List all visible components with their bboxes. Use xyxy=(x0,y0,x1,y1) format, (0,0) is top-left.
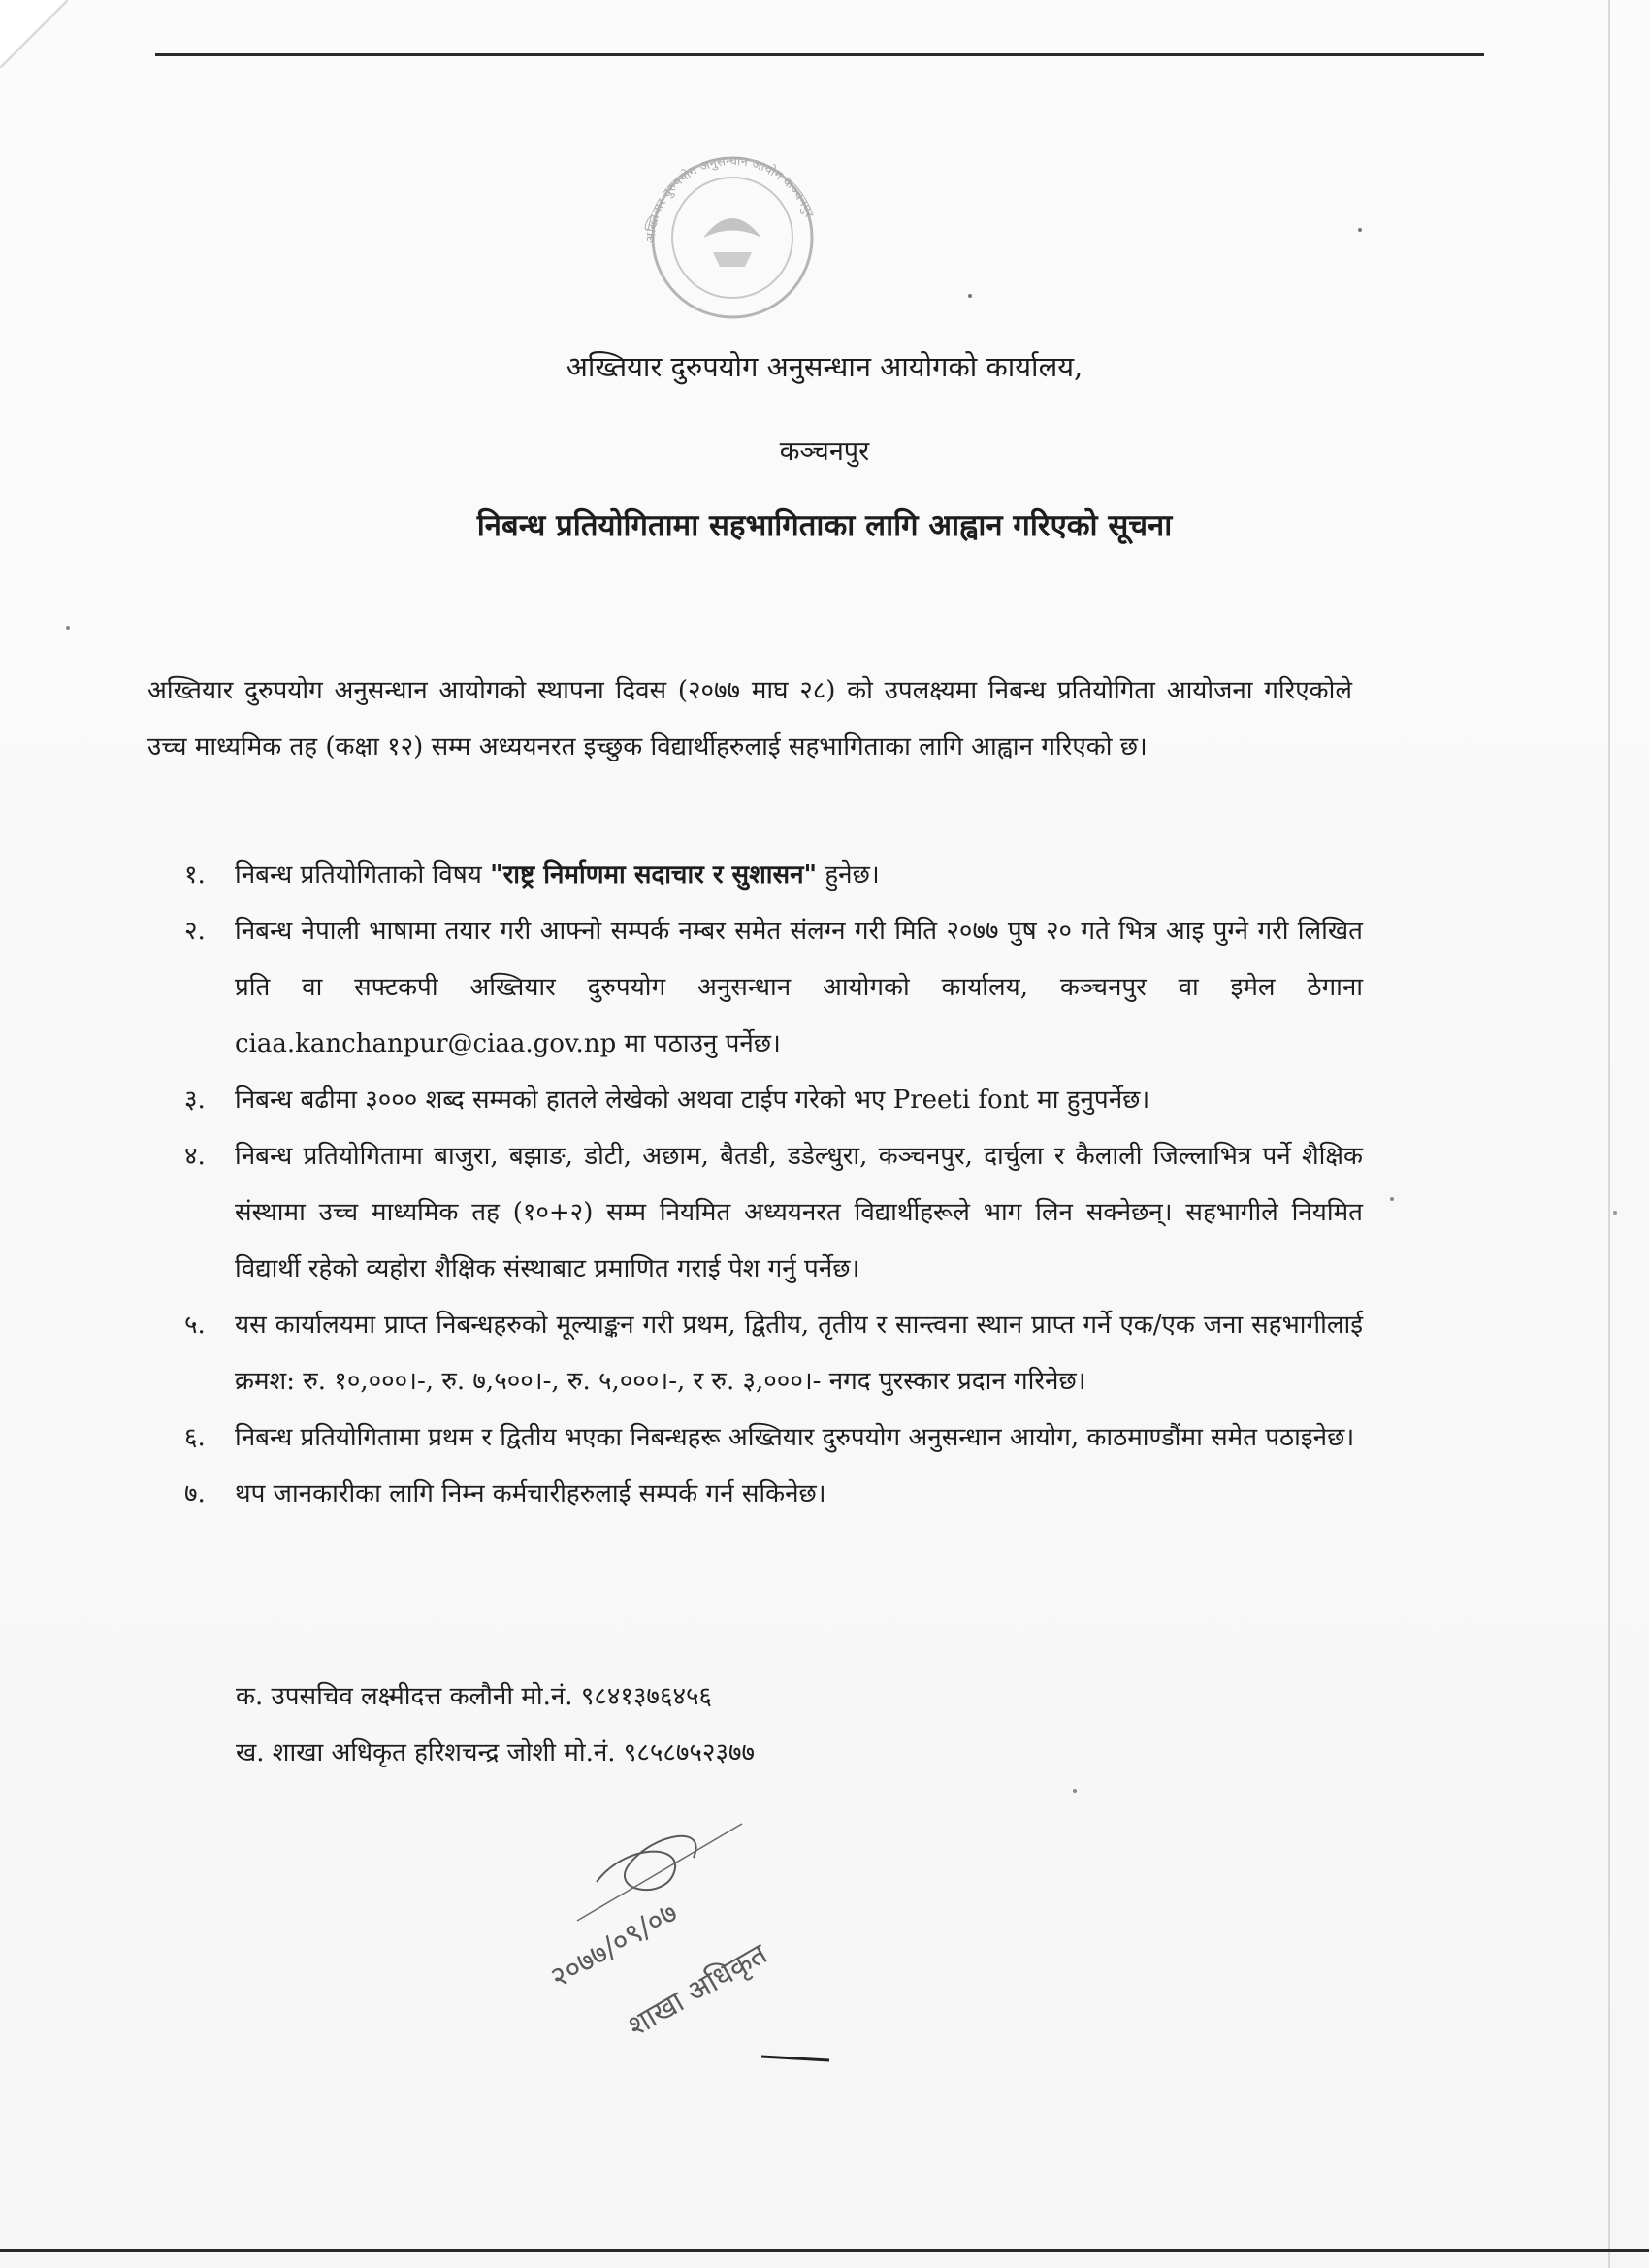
contact-1: क. उपसचिव लक्ष्मीदत्त कलौनी मो.नं. ९८४१३७६४५६ xyxy=(236,1682,713,1711)
notice-item-5 xyxy=(184,1297,1363,1409)
office-title: अख्तियार दुरुपयोग अनुसन्धान आयोगको कार्यालय, xyxy=(566,350,1083,383)
bottom-rule xyxy=(0,2249,1649,2252)
office-seal xyxy=(621,131,844,335)
item-number: १. xyxy=(184,860,206,890)
notice-item-6 xyxy=(184,1409,1363,1466)
item-text: थप जानकारीका लागि निम्न कर्मचारीहरुलाई सम्पर्क गर्न सकिनेछ। xyxy=(235,1479,826,1508)
essay-topic: "राष्ट्र निर्माणमा सदाचार र सुशासन" xyxy=(490,860,818,890)
notice-item-1 xyxy=(184,847,1363,903)
item-number: ५. xyxy=(184,1311,206,1340)
item-text: निबन्ध प्रतियोगितामा प्रथम र द्वितीय भएका निबन्धहरू अख्तियार दुरुपयोग अनुसन्धान आयोग, काठमाण्डौंमा समेत पठाइनेछ। xyxy=(235,1423,1355,1452)
item-text: निबन्ध प्रतियोगितामा बाजुरा, बझाङ, डोटी, अछाम, बैतडी, डडेल्धुरा, कञ्चनपुर, दार्चुला र कैलाली जिल्लाभित्र पर्ने शैक्षिक संस्थामा उच्च माध्यमिक तह (१०+२) सम्म नियमित अध्ययनरत विद्यार्थीहरूले भाग लिन सक्नेछन्। सहभागीले नियमित विद्यार्थी रहेको व्यहोरा शैक्षिक संस्थाबाट प्रमाणित गराई पेश गर्नु पर्नेछ। xyxy=(235,1142,1363,1283)
notice-item-2 xyxy=(184,903,1363,1072)
item-text: निबन्ध बढीमा ३००० शब्द सम्मको हातले लेखेको अथवा टाईप गरेको भए Preeti font मा हुनुपर्नेछ। xyxy=(235,1085,1150,1115)
page-edge xyxy=(1608,0,1610,2268)
folded-corner xyxy=(0,0,68,68)
item-number: ६. xyxy=(184,1423,206,1452)
intro-paragraph: अख्तियार दुरुपयोग अनुसन्धान आयोगको स्थापना दिवस (२०७७ माघ २८) को उपलक्ष्यमा निबन्ध प्रतियोगिता आयोजना गरिएकोले उच्च माध्यमिक तह (कक्षा १२) सम्म अध्ययनरत इच्छुक विद्यार्थीहरुलाई सहभागिताका लागि आह्वान गरिएको छ। xyxy=(147,676,1352,761)
notice-item-3 xyxy=(184,1072,1363,1128)
signature-designation: शाखा अधिकृत xyxy=(622,1936,773,2044)
item-text: यस कार्यालयमा प्राप्त निबन्धहरुको मूल्याङ्कन गरी प्रथम, द्वितीय, तृतीय र सान्त्वना स्थान प्राप्त गर्ने एक/एक जना सहभागीलाई क्रमश: रु. १०,०००।-, रु. ७,५००।-, रु. ५,०००।-, र रु. ३,०००।- नगद पुरस्कार प्रदान गरिनेछ। xyxy=(235,1311,1363,1396)
signature-date: २०७७/०९/०७ xyxy=(544,1895,684,1995)
item-number: ३. xyxy=(184,1085,206,1115)
item-number: ७. xyxy=(184,1479,206,1508)
top-rule xyxy=(155,53,1484,56)
item-number: ४. xyxy=(184,1142,206,1171)
contact-list xyxy=(236,1669,1206,1781)
contact-2: ख. शाखा अधिकृत हरिशचन्द्र जोशी मो.नं. ९८५८७५२३७७ xyxy=(236,1738,755,1767)
notice-item-7 xyxy=(184,1466,1363,1522)
item-text: निबन्ध नेपाली भाषामा तयार गरी आफ्नो सम्पर्क नम्बर समेत संलग्न गरी मिति २०७७ पुष २० गते भित्र आइ पुग्ने गरी लिखित प्रति वा सफ्टकपी अख्तियार दुरुपयोग अनुसन्धान आयोगको कार्यालय, कञ्चनपुर वा इमेल ठेगाना ciaa.kanchanpur@ciaa.gov.np मा पठाउनु पर्नेछ। xyxy=(235,917,1363,1058)
item-text: निबन्ध प्रतियोगिताको विषय xyxy=(235,860,491,890)
handwritten-signature xyxy=(538,1804,888,2086)
notice-item-4 xyxy=(184,1128,1363,1297)
notice-items xyxy=(184,847,1363,1522)
item-number: २. xyxy=(184,917,206,946)
item-text-end: हुनेछ। xyxy=(817,860,880,890)
notice-title: निबन्ध प्रतियोगितामा सहभागिताका लागि आह्वान गरिएको सूचना xyxy=(476,508,1173,543)
seal-text: अख्तियार दुरुपयोग अनुसन्धान आयोग कञ्चनपुर xyxy=(643,153,817,243)
office-location: कञ्चनपुर xyxy=(779,437,870,467)
